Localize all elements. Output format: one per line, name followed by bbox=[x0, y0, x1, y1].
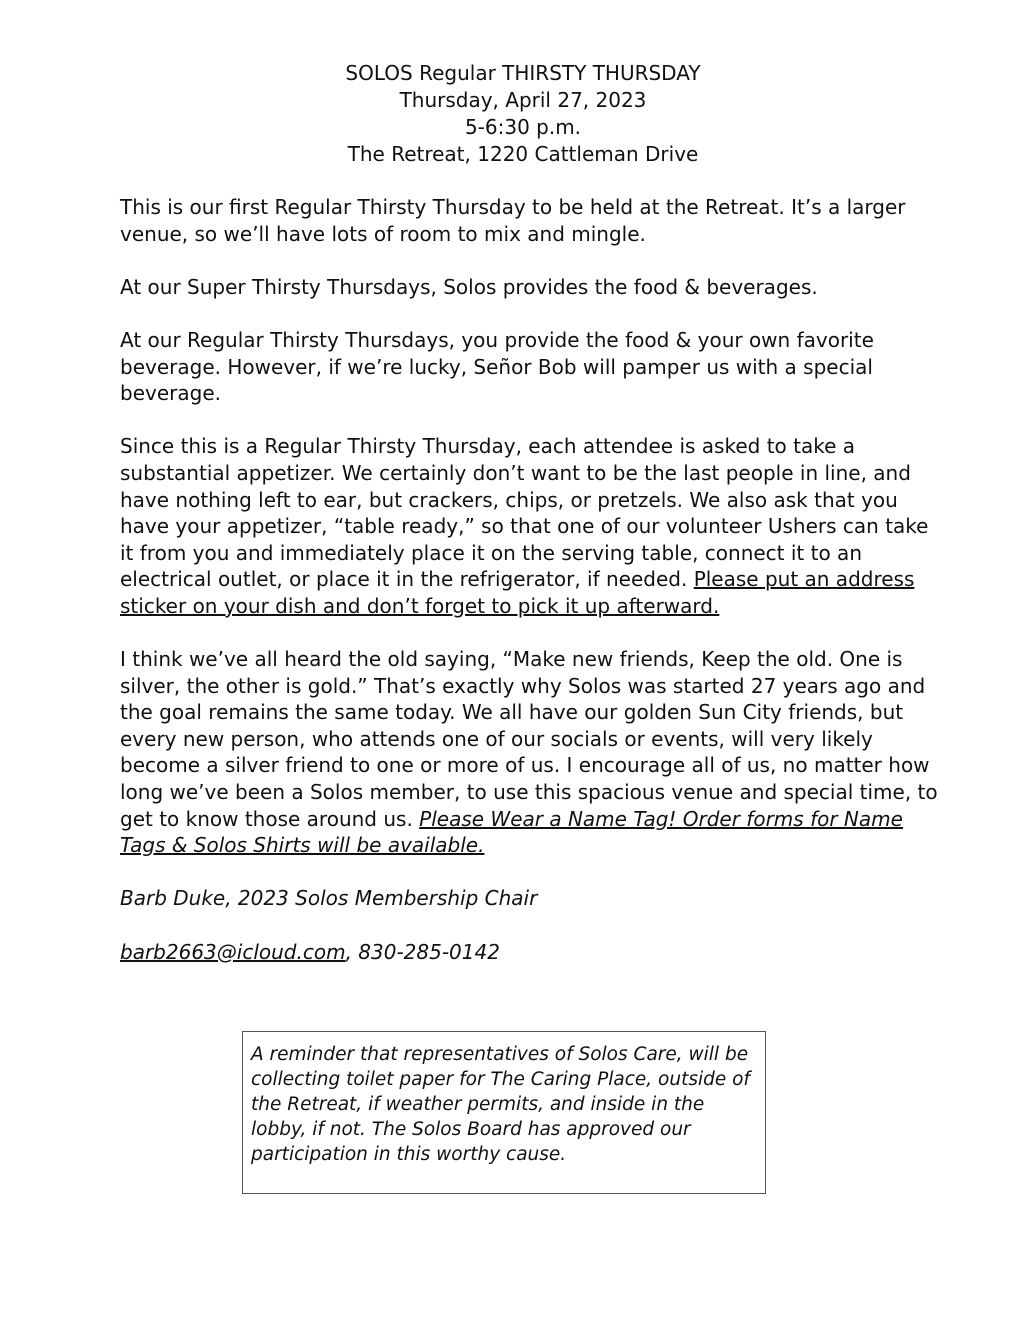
reminder-box bbox=[242, 1031, 766, 1194]
reminder-text: A reminder that representatives of Solos Care, will be collecting toilet paper for The Caring Place, outside of the Retreat, if weather permits, and inside in the lobby, if not. The Solos Board has approved our participation in this worthy cause. bbox=[251, 1044, 750, 1165]
email-link[interactable]: barb2663@icloud.com bbox=[120, 939, 346, 964]
event-time: 5-6:30 p.m. bbox=[464, 115, 582, 139]
dish-sticker-note: Please put an address sticker on your dish and don’t forget to pick it up afterward. bbox=[120, 567, 915, 618]
friends-text: I think we’ve all heard the old saying, “Make new friends, Keep the old. One is silver, the other is gold.” That’s exactly why Solos was started 27 years ago and the goal remains the same today. We all have our golden Sun City friends, but every new person, who attends one of our socials or events, will very likely become a silver friend to one or more of us. I encourage all of us, no matter how long we’ve been a Solos member, to use this spacious venue and special time, to get to know those around us. bbox=[120, 647, 938, 831]
name-tag-note: Please Wear a Name Tag! Order forms for Name Tags & Solos Shirts will be available. bbox=[120, 806, 903, 858]
paragraph-friends bbox=[120, 646, 940, 859]
paragraph-appetizer bbox=[120, 433, 940, 619]
phone-number: , 830-285-0142 bbox=[345, 939, 500, 964]
paragraph-super-thursdays: At our Super Thirsty Thursdays, Solos provides the food & beverages. bbox=[120, 274, 818, 299]
signature-contact bbox=[120, 939, 940, 966]
event-title: SOLOS Regular THIRSTY THURSDAY bbox=[345, 61, 701, 85]
paragraph-regular-thursdays: At our Regular Thirsty Thursdays, you provide the food & your own favorite beverage. However, if we’re lucky, Señor Bob will pamper us with a special beverage. bbox=[120, 327, 874, 406]
letter-body bbox=[120, 194, 940, 992]
event-location: The Retreat, 1220 Cattleman Drive bbox=[347, 142, 699, 166]
event-date: Thursday, April 27, 2023 bbox=[399, 88, 647, 112]
event-header bbox=[0, 60, 1020, 168]
appetizer-text: Since this is a Regular Thirsty Thursday, each attendee is asked to take a substantial appetizer. We certainly don’t want to be the last people in line, and have nothing left to ear, but crackers, chips, or pretzels. We also ask that you have your appetizer, “table ready,” so that one of our volunteer Ushers can take it from you and immediately place it on the serving table, connect it to an electrical outlet, or place it in the refrigerator, if needed. bbox=[120, 434, 929, 592]
signature-name: Barb Duke, 2023 Solos Membership Chair bbox=[120, 886, 538, 911]
paragraph-intro: This is our first Regular Thirsty Thursday to be held at the Retreat. It’s a larger venue, so we’ll have lots of room to mix and mingle. bbox=[120, 195, 906, 246]
